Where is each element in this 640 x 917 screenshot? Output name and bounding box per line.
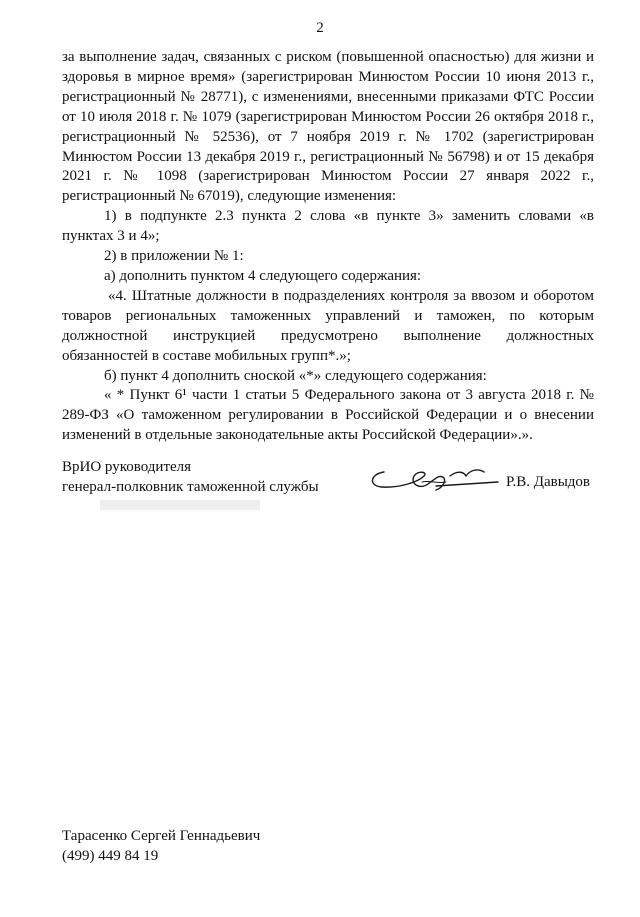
signer-name: Р.В. Давыдов: [506, 474, 590, 490]
paragraph-new-point-4: «4. Штатные должности в подразделениях контроля за ввозом и оборотом товаров региональных таможенных управлений и таможен, по которым должностной инструкцией предусмотрено выполнение должностных обязанностей в составе мобильных групп*.»;: [62, 287, 594, 364]
faint-stamp-mark: [100, 498, 260, 512]
paragraph-item-2: 2) в приложении № 1:: [104, 248, 244, 265]
paragraph-item-2b: б) пункт 4 дополнить сноской «*» следующего содержания:: [104, 367, 487, 384]
executor-footer: [62, 826, 260, 866]
signer-position-line2: генерал-полковник таможенной службы: [62, 479, 319, 495]
executor-phone: (499) 449 84 19: [62, 848, 159, 864]
paragraph-intro: за выполнение задач, связанных с риском (повышенной опасностью) для жизни и здоровья в мирное время» (зарегистрирован Минюстом России 10 июня 2013 г., регистрационный № 28771), с изменениями, внесенными приказами ФТС России от 10 июля 2018 г. № 1079 (зарегистрирован Минюстом России 26 октября 2018 г., регистрационный № 52536), от 7 ноября 2019 г. № 1702 (зарегистрирован Минюстом России 13 декабря 2019 г., регистрационный № 56798) и от 15 декабря 2021 г. № 1098 (зарегистрирован Минюстом России 27 января 2022 г., регистрационный № 67019), следующие изменения:: [62, 49, 594, 205]
signature-block: [62, 457, 319, 497]
paragraph-item-1: 1) в подпункте 2.3 пункта 2 слова «в пункте 3» заменить словами «в пунктах 3 и 4»;: [62, 208, 594, 245]
document-body: [62, 48, 594, 446]
signer-position-line1: ВрИО руководителя: [62, 459, 192, 475]
page-number: 2: [316, 20, 324, 36]
executor-name: Тарасенко Сергей Геннадьевич: [62, 828, 261, 844]
paragraph-item-2a: а) дополнить пунктом 4 следующего содержания:: [104, 267, 422, 284]
paragraph-footnote-text: « * Пункт 6¹ части 1 статьи 5 Федерального закона от 3 августа 2018 г. № 289-ФЗ «О таможенном регулировании в Российской Федерации и о внесении изменений в отдельные законодательные акты Российской Федерации».».: [62, 387, 594, 444]
handwritten-signature: [366, 460, 500, 496]
